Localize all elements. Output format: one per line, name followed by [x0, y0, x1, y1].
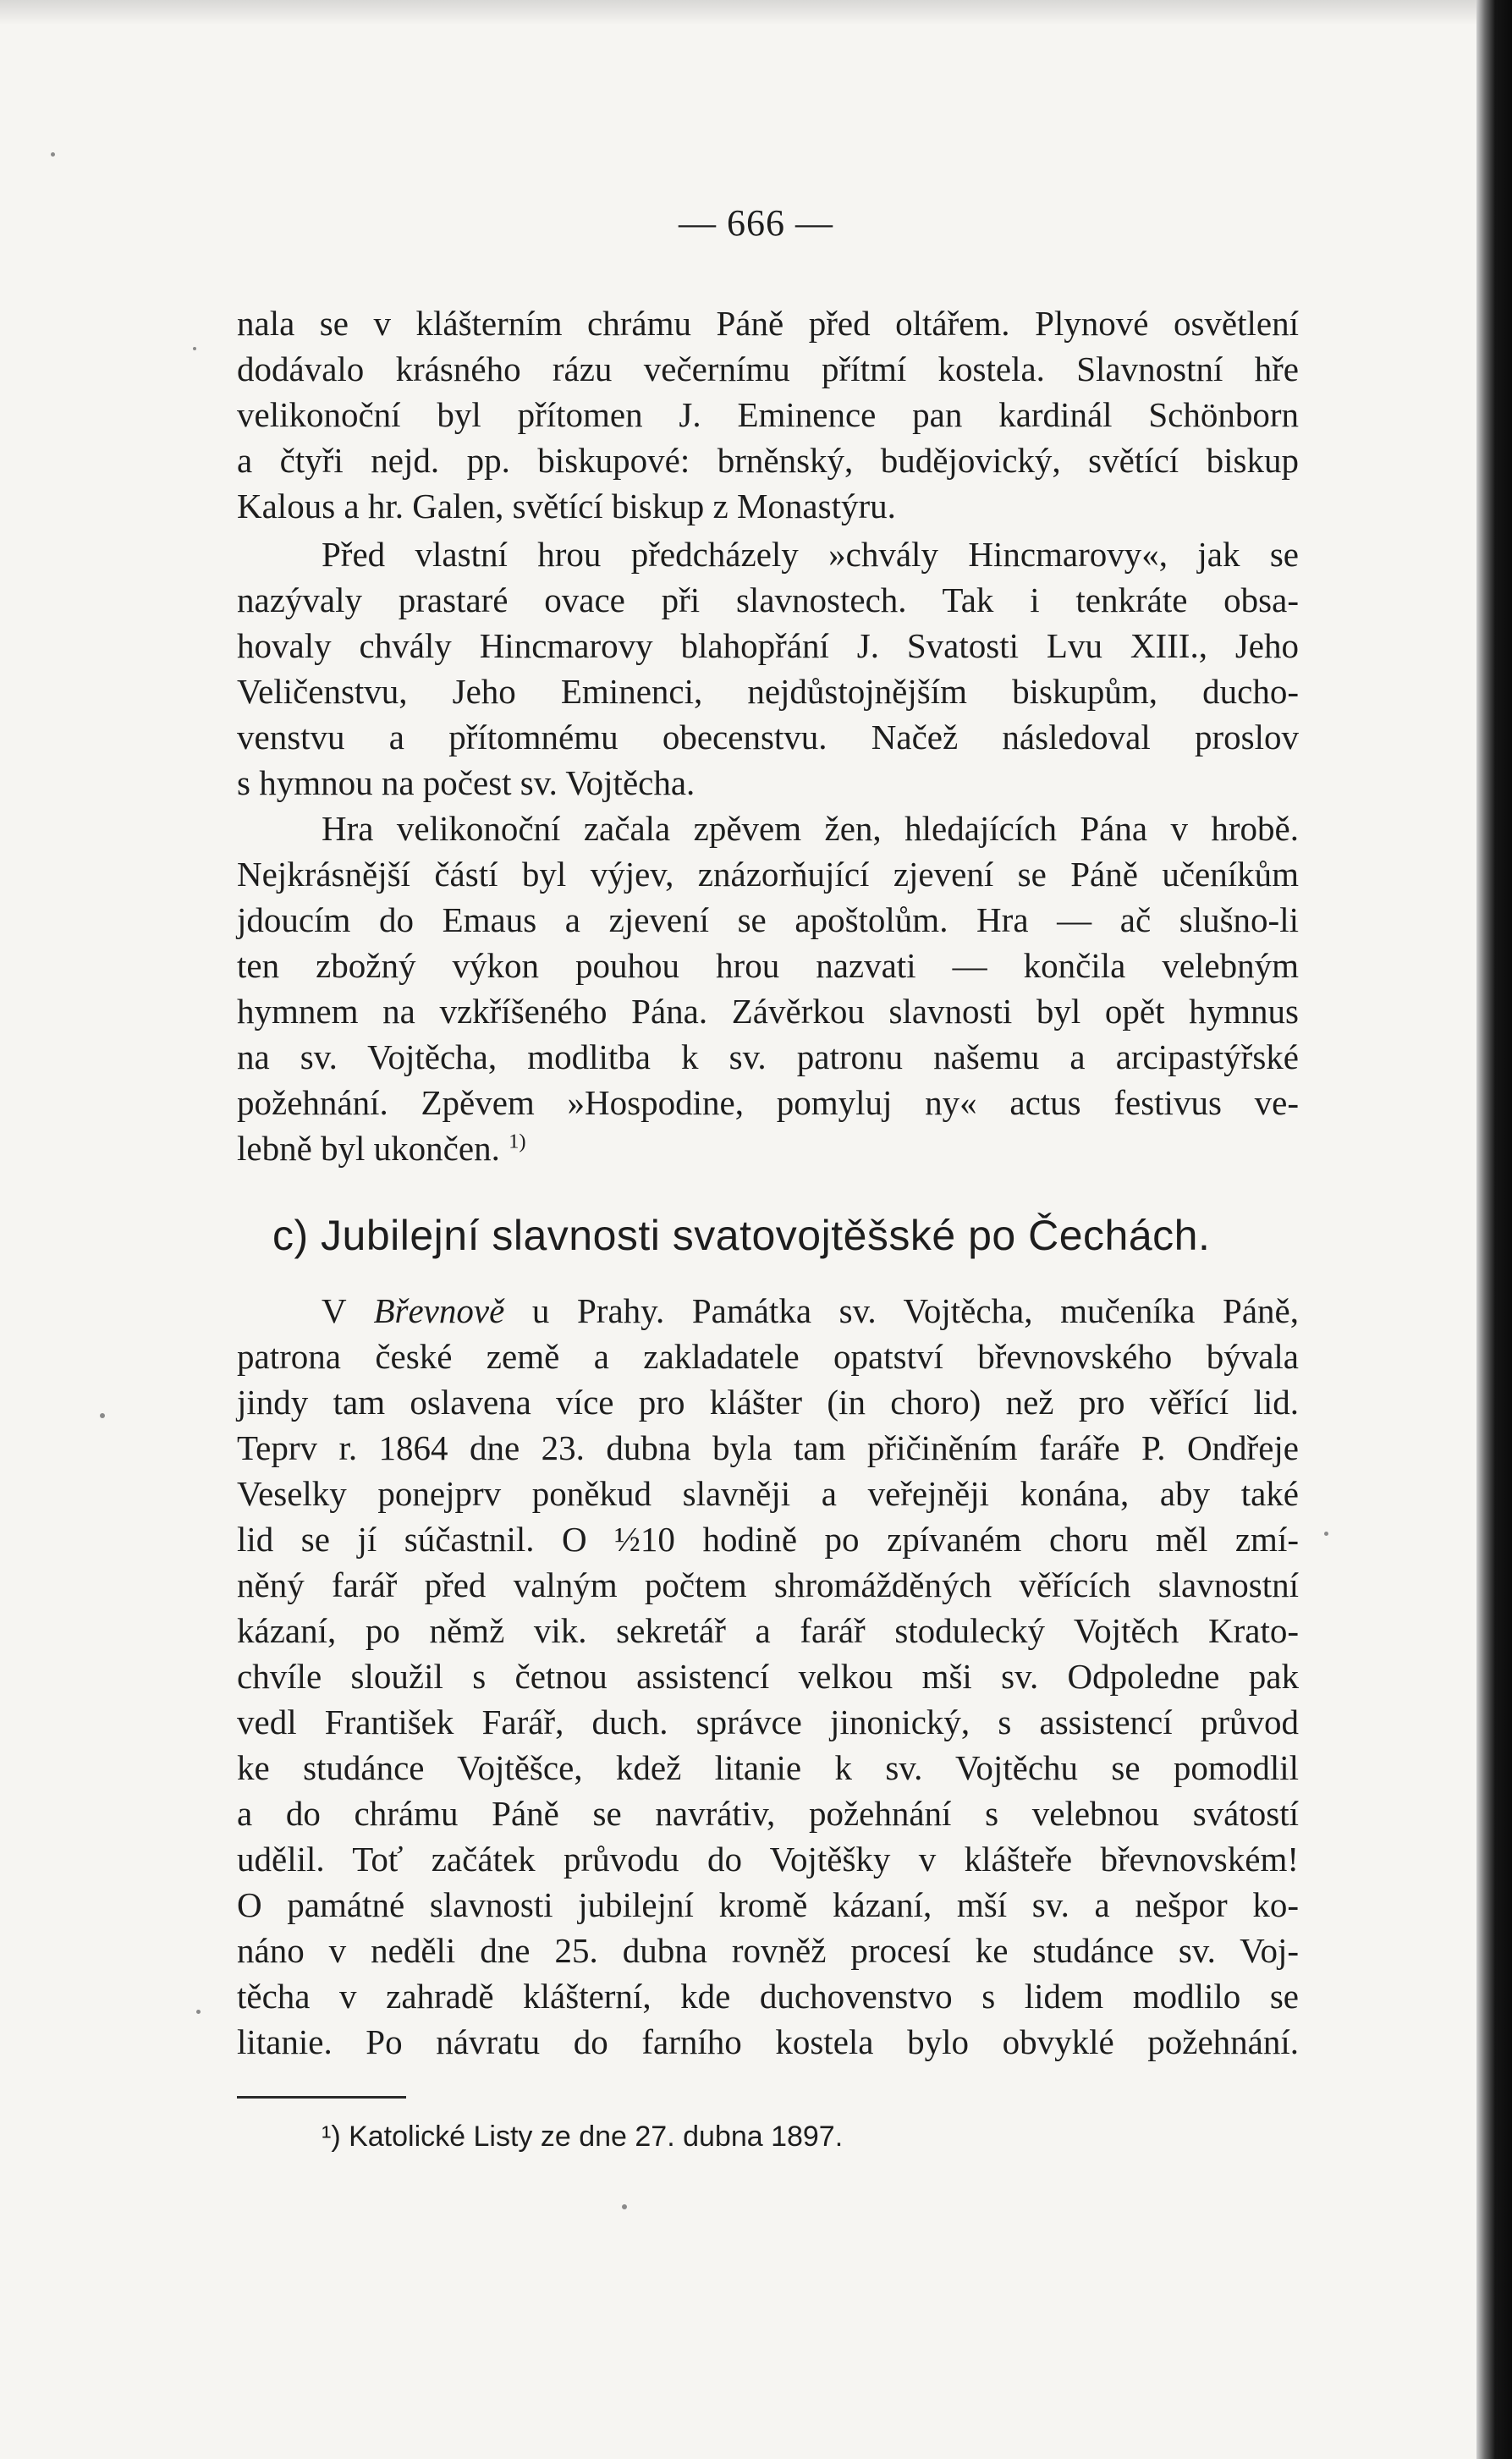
text-line-rest: u Prahy. Památka sv. Vojtěcha, mučeníka Páně, [531, 1291, 1300, 1330]
text-line: nazývaly prastaré ovace při slavnostech. Tak i tenkráte obsa- [237, 580, 1299, 619]
text-line: Veselky ponejprv poněkud slavněji a veřejněji konána, aby také [237, 1474, 1299, 1513]
text-line: udělil. Toť začátek průvodu do Vojtěšky v klášteře břevnovském! [237, 1840, 1299, 1879]
paragraph-3 [237, 806, 1299, 1171]
text-line: těcha v zahradě klášterní, kde duchovenstvo s lidem modlilo se [237, 1977, 1299, 2016]
scan-speck [1324, 1532, 1328, 1536]
text-line-intro: V [322, 1291, 346, 1330]
footnote-divider [237, 2096, 406, 2099]
text-line: Teprv r. 1864 dne 23. dubna byla tam přičiněním faráře P. Ondřeje [237, 1428, 1299, 1467]
text-line: chvíle sloužil s četnou assistencí velkou mši sv. Odpoledne pak [237, 1657, 1299, 1696]
text-line: O památné slavnosti jubilejní kromě kázaní, mší sv. a nešpor ko- [237, 1885, 1299, 1924]
scan-speck [622, 2204, 627, 2209]
text-line: a do chrámu Páně se navrátiv, požehnání s velebnou svátostí [237, 1794, 1299, 1833]
text-line: Kalous a hr. Galen, světící biskup z Monastýru. [237, 487, 896, 525]
page-number: — 666 — [679, 202, 833, 244]
text-line: ten zbožný výkon pouhou hrou nazvati — končila velebným [237, 946, 1299, 985]
scan-right-edge [1476, 0, 1512, 2459]
text-line: Veličenstvu, Jeho Eminenci, nejdůstojnějším biskupům, ducho- [237, 672, 1299, 711]
text-line: Hra velikonoční začala zpěvem žen, hledajících Pána v hrobě. [322, 809, 1299, 848]
text-line: hovaly chvály Hincmarovy blahopřání J. Svatosti Lvu XIII., Jeho [237, 626, 1299, 665]
text-line: něný farář před valným počtem shromážděných věřících slavnostní [237, 1565, 1299, 1604]
paragraph-4 [237, 1288, 1299, 2065]
text-line: na sv. Vojtěcha, modlitba k sv. patronu našemu a arcipastýřské [237, 1037, 1299, 1076]
text-line [237, 1125, 1299, 1171]
text-line: jindy tam oslavena více pro klášter (in choro) než pro věřící lid. [237, 1383, 1299, 1422]
scan-speck [196, 2010, 201, 2014]
text-line: litanie. Po návratu do farního kostela bylo obvyklé požehnání. [237, 2022, 1299, 2061]
text-line: kázaní, po němž vik. sekretář a farář stodulecký Vojtěch Krato- [237, 1611, 1299, 1650]
text-line: vedl František Farář, duch. správce jinonický, s assistencí průvod [237, 1703, 1299, 1741]
text-line-content: lebně byl ukončen. [237, 1129, 500, 1168]
footnote-reference: 1) [509, 1130, 526, 1153]
text-line: náno v neděli dne 25. dubna rovněž procesí ke studánce sv. Voj- [237, 1931, 1299, 1970]
text-line: dodávalo krásného rázu večernímu přítmí kostela. Slavnostní hře [237, 349, 1299, 388]
text-line: lid se jí súčastnil. O ½10 hodině po zpívaném choru měl zmí- [237, 1520, 1299, 1559]
scan-speck [51, 152, 55, 157]
place-name: Břevnově [373, 1291, 505, 1330]
footnote: ¹) Katolické Listy ze dne 27. dubna 1897. [322, 2121, 844, 2153]
text-line: nala se v klášterním chrámu Páně před oltářem. Plynové osvětlení [237, 304, 1299, 343]
text-line: jdoucím do Emaus a zjevení se apoštolům. Hra — ač slušno-li [237, 900, 1299, 939]
paragraph-2 [237, 531, 1299, 806]
scan-speck [100, 1413, 105, 1418]
text-line: s hymnou na počest sv. Vojtěcha. [237, 763, 696, 802]
section-heading: c) Jubilejní slavnosti svatovojtěšské po Čechách. [272, 1212, 1211, 1259]
text-line [237, 1288, 1299, 1334]
text-line: patrona české země a zakladatele opatství břevnovského bývala [237, 1337, 1299, 1376]
text-line: požehnání. Zpěvem »Hospodine, pomyluj ny« actus festivus ve- [237, 1083, 1299, 1122]
text-line: ke studánce Vojtěšce, kdež litanie k sv. Vojtěchu se pomodlil [237, 1748, 1299, 1787]
text-line: hymnem na vzkříšeného Pána. Závěrkou slavnosti byl opět hymnus [237, 992, 1299, 1031]
text-line: Nejkrásnější částí byl výjev, znázorňující zjevení se Páně učeníkům [237, 855, 1299, 894]
scan-speck [193, 347, 196, 350]
text-line: Před vlastní hrou předcházely »chvály Hincmarovy«, jak se [322, 535, 1299, 574]
paragraph-1 [237, 300, 1299, 529]
scan-top-shadow [0, 0, 1512, 25]
text-line: velikonoční byl přítomen J. Eminence pan kardinál Schönborn [237, 395, 1299, 434]
text-line: a čtyři nejd. pp. biskupové: brněnský, budějovický, světící biskup [237, 441, 1299, 480]
text-line: venstvu a přítomnému obecenstvu. Načež následoval proslov [237, 718, 1299, 756]
